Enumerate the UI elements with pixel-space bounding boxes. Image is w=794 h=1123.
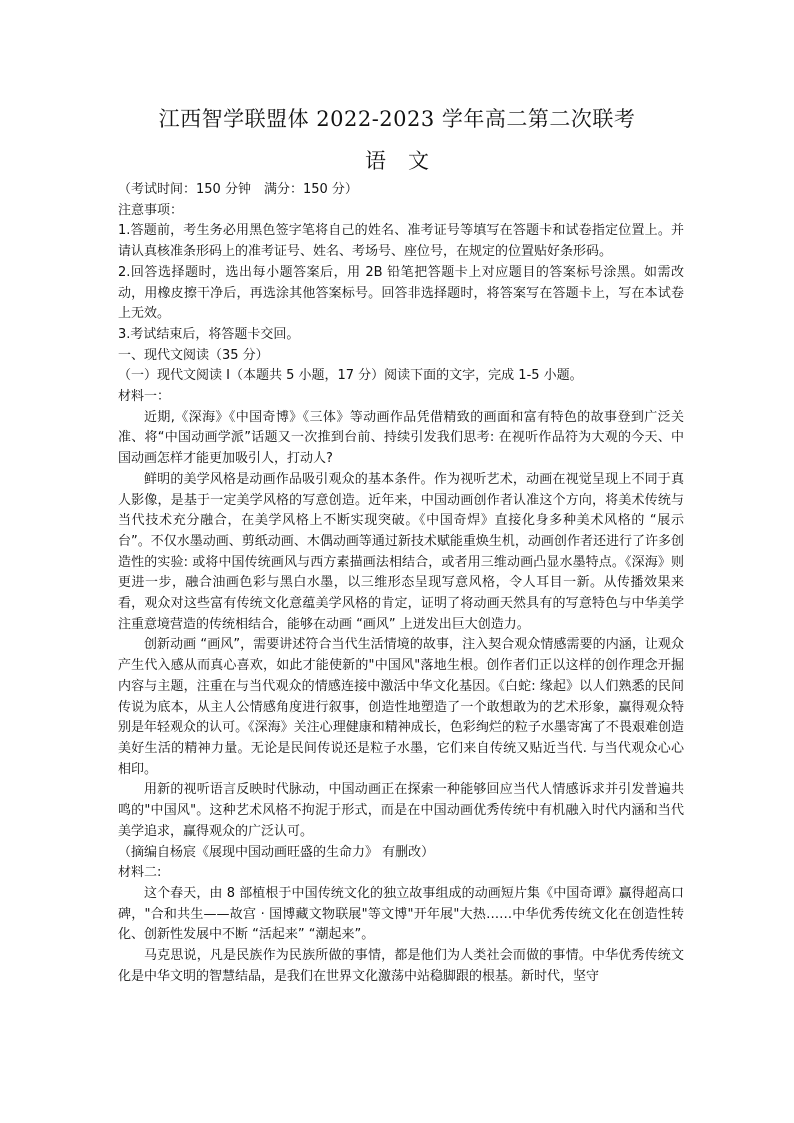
exam-body [118,180,684,987]
subject-title: 语文 [365,149,451,173]
notice-item: 1.答题前，考生务必用黑色签字笔将自己的姓名、准考证号等填写在答题卡和试卷指定位置上。并请认真核准条形码上的准考证号、姓名、考场号、座位号，在规定的位置贴好条形码。 [118,223,684,260]
notice-heading: 注意事项： [118,202,184,218]
material-paragraph: 这个春天，由 8 部植根于中国传统文化的独立故事组成的动画短片集《中国奇谭》赢得超高口碑，"合和共生——故宫 · 国博藏文物联展"等文博"开年展"大热……中华优秀传统文化在创造性转化、创新性发展中不断 “活起来” “潮起来”。 [118,885,684,943]
notice-item: 2.回答选择题时，选出每小题答案后，用 2B 铅笔把答题卡上对应题目的答案标号涂黑。如需改动，用橡皮擦干净后，再选涂其他答案标号。回答非选择题时，将答案写在答题卡上，写在本试卷上无效。 [118,264,684,322]
notice-item: 3.考试结束后，将答题卡交回。 [118,326,300,342]
section-heading: 一、现代文阅读（35 分） [118,347,269,363]
material-label: 材料一： [118,389,171,405]
section-subheading: （一）现代文阅读 I（本题共 5 小题，17 分）阅读下面的文字，完成 1-5 小题。 [118,368,583,384]
material-paragraph: 鲜明的美学风格是动画作品吸引观众的基本条件。作为视听艺术，动画在视觉呈现上不同于真人影像，是基于一定美学风格的写意创造。近年来，中国动画创作者认准这个方向，将美术传统与当代技术充分融合，在美学风格上不断实现突破。《中国奇焊》直接化身多种美术风格的 “展示台”。不仅水墨动画、剪纸动画、木偶动画等通过新技术赋能重焕生机，动画创作者还进行了许多创造性的实验: 或将中国传统画风与西方素描画法相结合，或者用三维动画凸显水墨特点。《深海》则更进一步，融合油画色彩与黑白水墨，以三维形态呈现写意风格，令人耳目一新。从传播效果来看，观众对这些富有传统文化意蕴美学风格的肯定，证明了将动画天然具有的写意特色与中华美学注重意境营造的传统相结合，能够在动画 “画风” 上迸发出巨大创造力。 [118,471,684,632]
exam-info: （考试时间：150 分钟 满分：150 分） [118,182,358,197]
material-paragraph: 用新的视听语言反映时代脉动，中国动画正在探索一种能够回应当代人情感诉求并引发普遍共鸣的"中国风"。这种艺术风格不拘泥于形式，而是在中国动画优秀传统中有机融入时代内涵和当代美学追求，赢得观众的广泛认可。 [118,782,684,839]
material-paragraph: 马克思说，凡是民族作为民族所做的事情，都是他们为人类社会而做的事情。中华优秀传统文化是中华文明的智慧结晶，是我们在世界文化激荡中站稳脚跟的根基。新时代，坚守 [118,948,684,984]
material-label: 材料二: [118,865,162,881]
material-paragraph: 近期,《深海》《中国奇博》《三体》等动画作品凭借精致的画面和富有特色的故事登到广泛关准、将“中国动画学派”话题又一次推到台前、持续引发我们思考: 在视听作品符为大观的今天、中国动画怎样才能更加吸引人，打动人? [118,409,684,467]
exam-title: 江西智学联盟体 2022-2023 学年高二第二次联考 [158,107,636,131]
material-source: （摘编自杨宸《展现中国动画旺盛的生命力》 有删改） [118,844,435,860]
material-paragraph: 创新动画 “画风”，需要讲述符合当代生活情境的故事，注入契合观众情感需要的内涵，让观众产生代入感从而真心喜欢，如此才能使新的"中国风"落地生根。创作者们正以这样的创作理念开掘内容与主题，注重在与当代观众的情感连接中激活中华文化基因。《白蛇: 缘起》以人们熟悉的民间传说为底本，从主人公情感角度进行叙事，创造性地塑造了一个敢想敢为的艺术形象，赢得观众特别是年轻观众的认可。《深海》关注心理健康和精神成长，色彩绚烂的粒子水墨寄寓了不畏艰难创造美好生活的精神力量。无论是民间传说还是粒子水墨，它们来自传统又贴近当代. 与当代观众心心相印。 [118,637,684,777]
